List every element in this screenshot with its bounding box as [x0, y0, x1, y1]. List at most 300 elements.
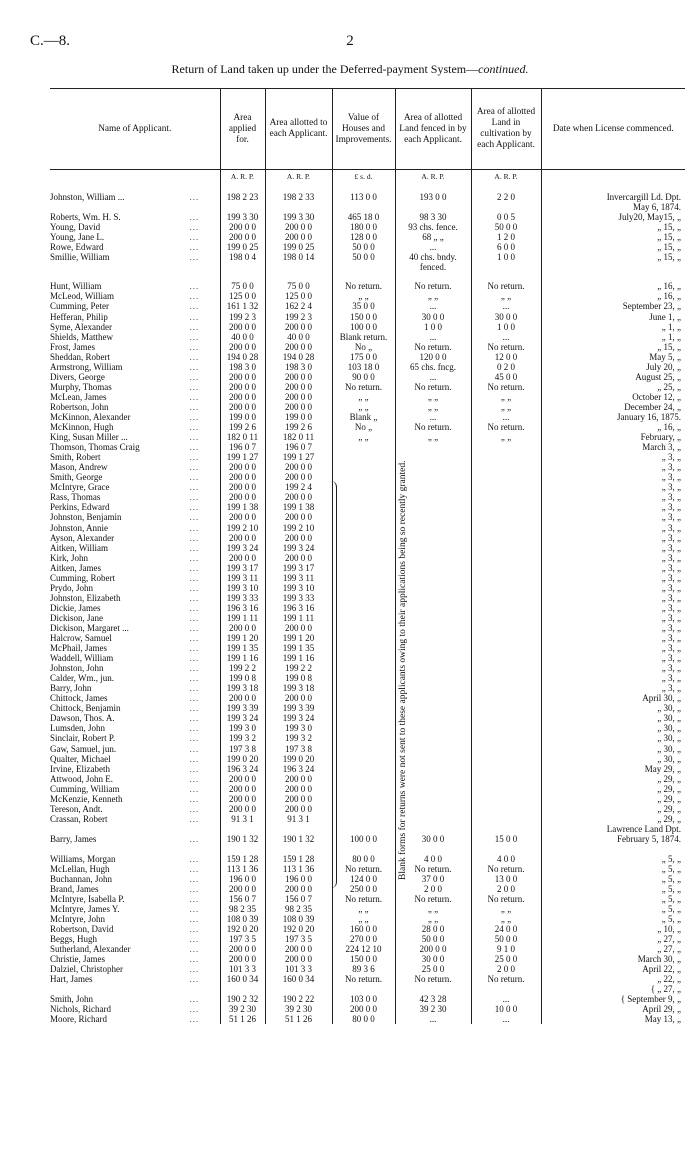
leader-dots: ... — [189, 723, 200, 734]
area-fenced — [395, 442, 471, 452]
area-cultivated — [471, 814, 541, 824]
improvements-value — [332, 603, 395, 613]
applicant-name-text: Roberts, Wm. H. S. — [50, 211, 121, 222]
applicant-name-text: Smillie, William — [50, 251, 110, 262]
leader-dots: ... — [189, 351, 200, 362]
area-allotted: 91 3 1 — [265, 814, 332, 824]
applicant-name — [50, 934, 220, 944]
table-row — [50, 814, 685, 824]
area-fenced: fenced. — [395, 262, 471, 272]
area-allotted: 200 0 0 — [265, 232, 332, 242]
improvements-value: 465 18 0 — [332, 212, 395, 222]
applicant-name — [50, 222, 220, 232]
license-date: „ 15, „ — [541, 222, 685, 232]
license-date: „ 27, „ — [541, 934, 685, 944]
improvements-value: 150 0 0 — [332, 312, 395, 322]
applicant-name — [50, 212, 220, 222]
area-applied: 91 3 1 — [220, 814, 265, 824]
license-date: „ 10, „ — [541, 924, 685, 934]
unit-arp: A. R. P. — [395, 170, 471, 183]
leader-dots: ... — [189, 341, 200, 352]
leader-dots: ... — [189, 1004, 200, 1015]
area-applied — [220, 262, 265, 272]
improvements-value — [332, 573, 395, 583]
license-date: June 1, „ — [541, 312, 685, 322]
applicant-name-text: Prydo, John — [50, 582, 94, 593]
area-cultivated: 24 0 0 — [471, 924, 541, 934]
table-row — [50, 774, 685, 784]
license-date: „ 30, „ — [541, 754, 685, 764]
applicant-name — [50, 352, 220, 362]
area-allotted: 200 0 0 — [265, 492, 332, 502]
license-date: „ 29, „ — [541, 794, 685, 804]
applicant-name — [50, 452, 220, 462]
table-row — [50, 593, 685, 603]
applicant-name-text: Kirk, John — [50, 552, 88, 563]
area-applied: 192 0 20 — [220, 924, 265, 934]
applicant-name-text: Qualter, Michael — [50, 753, 111, 764]
area-fenced: 1 0 0 — [395, 322, 471, 332]
leader-dots: ... — [189, 693, 200, 704]
area-cultivated: „ „ — [471, 291, 541, 301]
applicant-name — [50, 252, 220, 262]
area-applied: 200 0 0 — [220, 342, 265, 352]
area-allotted: 199 2 2 — [265, 663, 332, 673]
area-allotted: 159 1 28 — [265, 854, 332, 864]
improvements-value — [332, 653, 395, 663]
applicant-name — [50, 342, 220, 352]
license-date: „ 3, „ — [541, 553, 685, 563]
improvements-value: „ „ — [332, 402, 395, 412]
area-applied: 199 2 2 — [220, 663, 265, 673]
area-cultivated — [471, 202, 541, 212]
license-date: „ 3, „ — [541, 533, 685, 543]
license-date: „ 3, „ — [541, 523, 685, 533]
applicant-name-text: Syme, Alexander — [50, 321, 112, 332]
area-cultivated: 1 0 0 — [471, 252, 541, 262]
license-date: February 5, 1874. — [541, 834, 685, 844]
area-fenced: 28 0 0 — [395, 924, 471, 934]
applicant-name-text: Barry, James — [50, 833, 97, 844]
area-cultivated — [471, 683, 541, 693]
area-cultivated: 13 0 0 — [471, 874, 541, 884]
table-row — [50, 432, 685, 442]
area-cultivated — [471, 754, 541, 764]
area-applied: 199 3 17 — [220, 563, 265, 573]
applicant-name-text: McLean, James — [50, 391, 107, 402]
improvements-value — [332, 754, 395, 764]
area-applied: 182 0 11 — [220, 432, 265, 442]
leader-dots: ... — [189, 301, 200, 312]
license-date: March 3, „ — [541, 442, 685, 452]
area-cultivated: „ „ — [471, 904, 541, 914]
improvements-value — [332, 482, 395, 492]
area-cultivated: ... — [471, 412, 541, 422]
area-fenced: 120 0 0 — [395, 352, 471, 362]
area-allotted: 197 3 8 — [265, 744, 332, 754]
improvements-value: 175 0 0 — [332, 352, 395, 362]
applicant-name-text: Gaw, Samuel, jun. — [50, 743, 117, 754]
applicant-name — [50, 553, 220, 563]
applicant-name-text: Johnston, Annie — [50, 522, 109, 533]
applicant-name-text: McLellan, Hugh — [50, 863, 110, 874]
area-cultivated — [471, 623, 541, 633]
leader-dots: ... — [189, 492, 200, 503]
license-date: July20, May15, „ — [541, 212, 685, 222]
area-cultivated — [471, 733, 541, 743]
area-allotted: 200 0 0 — [265, 693, 332, 703]
area-applied: 200 0 0 — [220, 382, 265, 392]
area-cultivated: 2 0 0 — [471, 884, 541, 894]
improvements-value: No return. — [332, 894, 395, 904]
improvements-value — [332, 984, 395, 994]
improvements-value: 200 0 0 — [332, 1004, 395, 1014]
area-cultivated: 45 0 0 — [471, 372, 541, 382]
table-row — [50, 512, 685, 522]
applicant-name-text: Barry, John — [50, 683, 92, 694]
area-fenced: 93 chs. fence. — [395, 222, 471, 232]
applicant-name — [50, 362, 220, 372]
area-applied: 190 1 32 — [220, 834, 265, 844]
table-row — [50, 392, 685, 402]
area-allotted: 200 0 0 — [265, 462, 332, 472]
leader-dots: ... — [189, 472, 200, 483]
area-cultivated: 30 0 0 — [471, 312, 541, 322]
improvements-value — [332, 613, 395, 623]
applicant-name-text: Mason, Andrew — [50, 462, 108, 473]
applicant-name-text: Lumsden, John — [50, 723, 105, 734]
applicant-name — [50, 723, 220, 733]
leader-dots: ... — [189, 663, 200, 674]
leader-dots: ... — [189, 602, 200, 613]
applicant-name — [50, 904, 220, 914]
leader-dots: ... — [189, 502, 200, 513]
area-cultivated: 0 2 0 — [471, 362, 541, 372]
applicant-name — [50, 482, 220, 492]
applicant-name — [50, 563, 220, 573]
leader-dots: ... — [189, 512, 200, 523]
area-allotted: 199 3 2 — [265, 733, 332, 743]
improvements-value: No „ — [332, 342, 395, 352]
improvements-value — [332, 723, 395, 733]
applicant-name — [50, 804, 220, 814]
area-allotted: 197 3 5 — [265, 934, 332, 944]
applicant-name — [50, 533, 220, 543]
applicant-name-text: Dawson, Thos. A. — [50, 713, 115, 724]
license-date: „ 16, „ — [541, 422, 685, 432]
applicant-name-text: Cumming, Peter — [50, 301, 109, 312]
leader-dots: ... — [189, 532, 200, 543]
table-row — [50, 713, 685, 723]
area-applied: 199 0 20 — [220, 754, 265, 764]
license-date: „ 3, „ — [541, 633, 685, 643]
header-applied: Area applied for. — [220, 89, 265, 170]
improvements-value: „ „ — [332, 904, 395, 914]
area-fenced: 98 3 30 — [395, 212, 471, 222]
leader-dots: ... — [189, 422, 200, 433]
brace-value — [330, 481, 337, 888]
applicant-name-text: Johnston, Elizabeth — [50, 592, 121, 603]
area-applied: 199 3 18 — [220, 683, 265, 693]
area-allotted: 108 0 39 — [265, 914, 332, 924]
table-row — [50, 744, 685, 754]
applicant-name-text: Smith, John — [50, 994, 94, 1005]
area-cultivated: 6 0 0 — [471, 242, 541, 252]
applicant-name — [50, 914, 220, 924]
applicant-name — [50, 281, 220, 291]
leader-dots: ... — [189, 933, 200, 944]
area-applied: 51 1 26 — [220, 1014, 265, 1024]
applicant-name-text: Robertson, John — [50, 401, 109, 412]
applicant-name — [50, 754, 220, 764]
area-cultivated — [471, 482, 541, 492]
license-date: January 16, 1875. — [541, 412, 685, 422]
table-row — [50, 262, 685, 272]
area-allotted: 199 3 24 — [265, 543, 332, 553]
area-cultivated — [471, 523, 541, 533]
table-row — [50, 312, 685, 322]
area-applied: 113 1 36 — [220, 864, 265, 874]
applicant-name — [50, 703, 220, 713]
area-allotted: 199 3 0 — [265, 723, 332, 733]
improvements-value — [332, 764, 395, 774]
units-row — [50, 170, 685, 183]
license-date: „ 30, „ — [541, 733, 685, 743]
area-applied: 101 3 3 — [220, 964, 265, 974]
table-row — [50, 623, 685, 633]
improvements-value: No return. — [332, 281, 395, 291]
area-allotted: 162 2 4 — [265, 301, 332, 311]
table-row — [50, 1014, 685, 1024]
applicant-name-text: Rowe, Edward — [50, 241, 104, 252]
applicant-name-text: Chittock, James — [50, 693, 108, 704]
area-applied: 200 0 0 — [220, 512, 265, 522]
area-cultivated — [471, 543, 541, 553]
applicant-name-text: Waddell, William — [50, 653, 114, 664]
applicant-name — [50, 924, 220, 934]
license-date: April 29, „ — [541, 1004, 685, 1014]
table-row — [50, 984, 685, 994]
area-cultivated — [471, 633, 541, 643]
applicant-name — [50, 794, 220, 804]
license-date: „ 30, „ — [541, 723, 685, 733]
leader-dots: ... — [189, 863, 200, 874]
area-applied: 190 2 32 — [220, 994, 265, 1004]
applicant-name — [50, 492, 220, 502]
area-allotted: 200 0 0 — [265, 944, 332, 954]
area-cultivated: No return. — [471, 422, 541, 432]
applicant-name-text: Smith, Robert — [50, 452, 101, 463]
area-allotted: 190 2 22 — [265, 994, 332, 1004]
improvements-value — [332, 824, 395, 834]
improvements-value — [332, 593, 395, 603]
table-row — [50, 663, 685, 673]
table-row — [50, 693, 685, 703]
license-date: „ 5, „ — [541, 874, 685, 884]
area-cultivated: No return. — [471, 342, 541, 352]
applicant-name-text: Thomson, Thomas Craig — [50, 442, 140, 453]
improvements-value — [332, 633, 395, 643]
area-fenced: 40 chs. bndy. — [395, 252, 471, 262]
table-row — [50, 583, 685, 593]
applicant-name-text: Tereson, Andt. — [50, 803, 103, 814]
page-number: 2 — [346, 33, 354, 49]
applicant-name-text: Aitken, James — [50, 562, 101, 573]
leader-dots: ... — [189, 763, 200, 774]
leader-dots: ... — [189, 653, 200, 664]
applicant-name-text: McPhail, James — [50, 643, 107, 654]
improvements-value — [332, 462, 395, 472]
applicant-name — [50, 744, 220, 754]
table-row — [50, 964, 685, 974]
table-row — [50, 603, 685, 613]
applicant-name-text: Johnston, John — [50, 663, 104, 674]
improvements-value — [332, 673, 395, 683]
area-fenced: 37 0 0 — [395, 874, 471, 884]
applicant-name — [50, 884, 220, 894]
license-date: July 20, „ — [541, 362, 685, 372]
applicant-name-text: King, Susan Miller ... — [50, 432, 128, 443]
improvements-value — [332, 553, 395, 563]
area-applied: 161 1 32 — [220, 301, 265, 311]
leader-dots: ... — [189, 683, 200, 694]
improvements-value — [332, 583, 395, 593]
area-cultivated — [471, 673, 541, 683]
area-fenced: 68 „ „ — [395, 232, 471, 242]
leader-dots: ... — [189, 964, 200, 975]
area-cultivated — [471, 442, 541, 452]
area-allotted: 200 0 0 — [265, 322, 332, 332]
applicant-name-text: Brand, James — [50, 883, 99, 894]
license-date: February, „ — [541, 432, 685, 442]
area-applied: 197 3 5 — [220, 934, 265, 944]
license-date: December 24, „ — [541, 402, 685, 412]
area-cultivated — [471, 613, 541, 623]
area-fenced: 30 0 0 — [395, 954, 471, 964]
improvements-value — [332, 794, 395, 804]
table-row — [50, 854, 685, 864]
improvements-value — [332, 703, 395, 713]
applicant-name — [50, 543, 220, 553]
area-cultivated — [471, 663, 541, 673]
license-date: Lawrence Land Dpt. — [541, 824, 685, 834]
table-row — [50, 222, 685, 232]
license-date: „ 30, „ — [541, 703, 685, 713]
improvements-value — [332, 442, 395, 452]
table-title — [0, 62, 700, 77]
area-allotted: 200 0 0 — [265, 382, 332, 392]
applicant-name — [50, 523, 220, 533]
area-applied: 199 0 0 — [220, 412, 265, 422]
applicant-name-text: Attwood, John E. — [50, 773, 113, 784]
area-applied: 199 2 10 — [220, 523, 265, 533]
license-date: „ 3, „ — [541, 593, 685, 603]
leader-dots: ... — [189, 633, 200, 644]
table-row — [50, 864, 685, 874]
area-cultivated — [471, 262, 541, 272]
area-allotted: 200 0 0 — [265, 623, 332, 633]
improvements-value: No „ — [332, 422, 395, 432]
area-fenced: ... — [395, 1014, 471, 1024]
area-allotted: 198 3 0 — [265, 362, 332, 372]
area-applied: 200 0 0 — [220, 784, 265, 794]
area-allotted: 200 0 0 — [265, 372, 332, 382]
area-allotted: 199 2 4 — [265, 482, 332, 492]
area-allotted: 198 0 14 — [265, 252, 332, 262]
leader-dots: ... — [189, 643, 200, 654]
area-allotted — [265, 202, 332, 212]
applicant-name-text: Cumming, Robert — [50, 572, 115, 583]
license-date: „ 3, „ — [541, 683, 685, 693]
license-date: „ 5, „ — [541, 904, 685, 914]
area-applied: 200 0 0 — [220, 884, 265, 894]
area-cultivated — [471, 583, 541, 593]
area-allotted: 39 2 30 — [265, 1004, 332, 1014]
area-applied: 98 2 35 — [220, 904, 265, 914]
area-cultivated — [471, 512, 541, 522]
area-applied: 200 0 0 — [220, 402, 265, 412]
area-applied: 200 0 0 — [220, 774, 265, 784]
license-date: „ 3, „ — [541, 663, 685, 673]
license-date: „ 29, „ — [541, 804, 685, 814]
applicant-name-text: McIntyre, James Y. — [50, 903, 120, 914]
area-applied: 198 0 4 — [220, 252, 265, 262]
license-date: „ 3, „ — [541, 482, 685, 492]
area-cultivated — [471, 804, 541, 814]
improvements-value: No return. — [332, 382, 395, 392]
applicant-name — [50, 613, 220, 623]
area-applied: 196 3 24 — [220, 764, 265, 774]
applicant-name — [50, 643, 220, 653]
table-row — [50, 884, 685, 894]
leader-dots: ... — [189, 522, 200, 533]
leader-dots: ... — [189, 391, 200, 402]
area-cultivated: 1 0 0 — [471, 322, 541, 332]
license-date: „ 5, „ — [541, 894, 685, 904]
table-row — [50, 382, 685, 392]
area-allotted: 198 2 33 — [265, 192, 332, 202]
area-applied: 199 3 30 — [220, 212, 265, 222]
applicant-name-text: Sutherland, Alexander — [50, 943, 131, 954]
improvements-value: 80 0 0 — [332, 1014, 395, 1024]
table-row — [50, 362, 685, 372]
table-row — [50, 533, 685, 543]
area-applied: 199 1 38 — [220, 502, 265, 512]
area-applied: 200 0 0 — [220, 462, 265, 472]
applicant-name — [50, 512, 220, 522]
area-applied: 200 0 0 — [220, 232, 265, 242]
table-row — [50, 332, 685, 342]
table-row — [50, 442, 685, 452]
area-fenced: 30 0 0 — [395, 834, 471, 844]
table-row — [50, 633, 685, 643]
area-fenced — [395, 202, 471, 212]
leader-dots: ... — [189, 452, 200, 463]
leader-dots: ... — [189, 903, 200, 914]
area-applied: 199 3 11 — [220, 573, 265, 583]
improvements-value — [332, 814, 395, 824]
table-row — [50, 974, 685, 984]
area-cultivated: No return. — [471, 864, 541, 874]
header-date: Date when License commenced. — [541, 89, 685, 170]
area-cultivated — [471, 573, 541, 583]
area-allotted: 192 0 20 — [265, 924, 332, 934]
license-date: „ 30, „ — [541, 713, 685, 723]
area-cultivated — [471, 653, 541, 663]
improvements-value: 80 0 0 — [332, 854, 395, 864]
area-applied — [220, 202, 265, 212]
applicant-name-text: McKinnon, Hugh — [50, 422, 114, 433]
